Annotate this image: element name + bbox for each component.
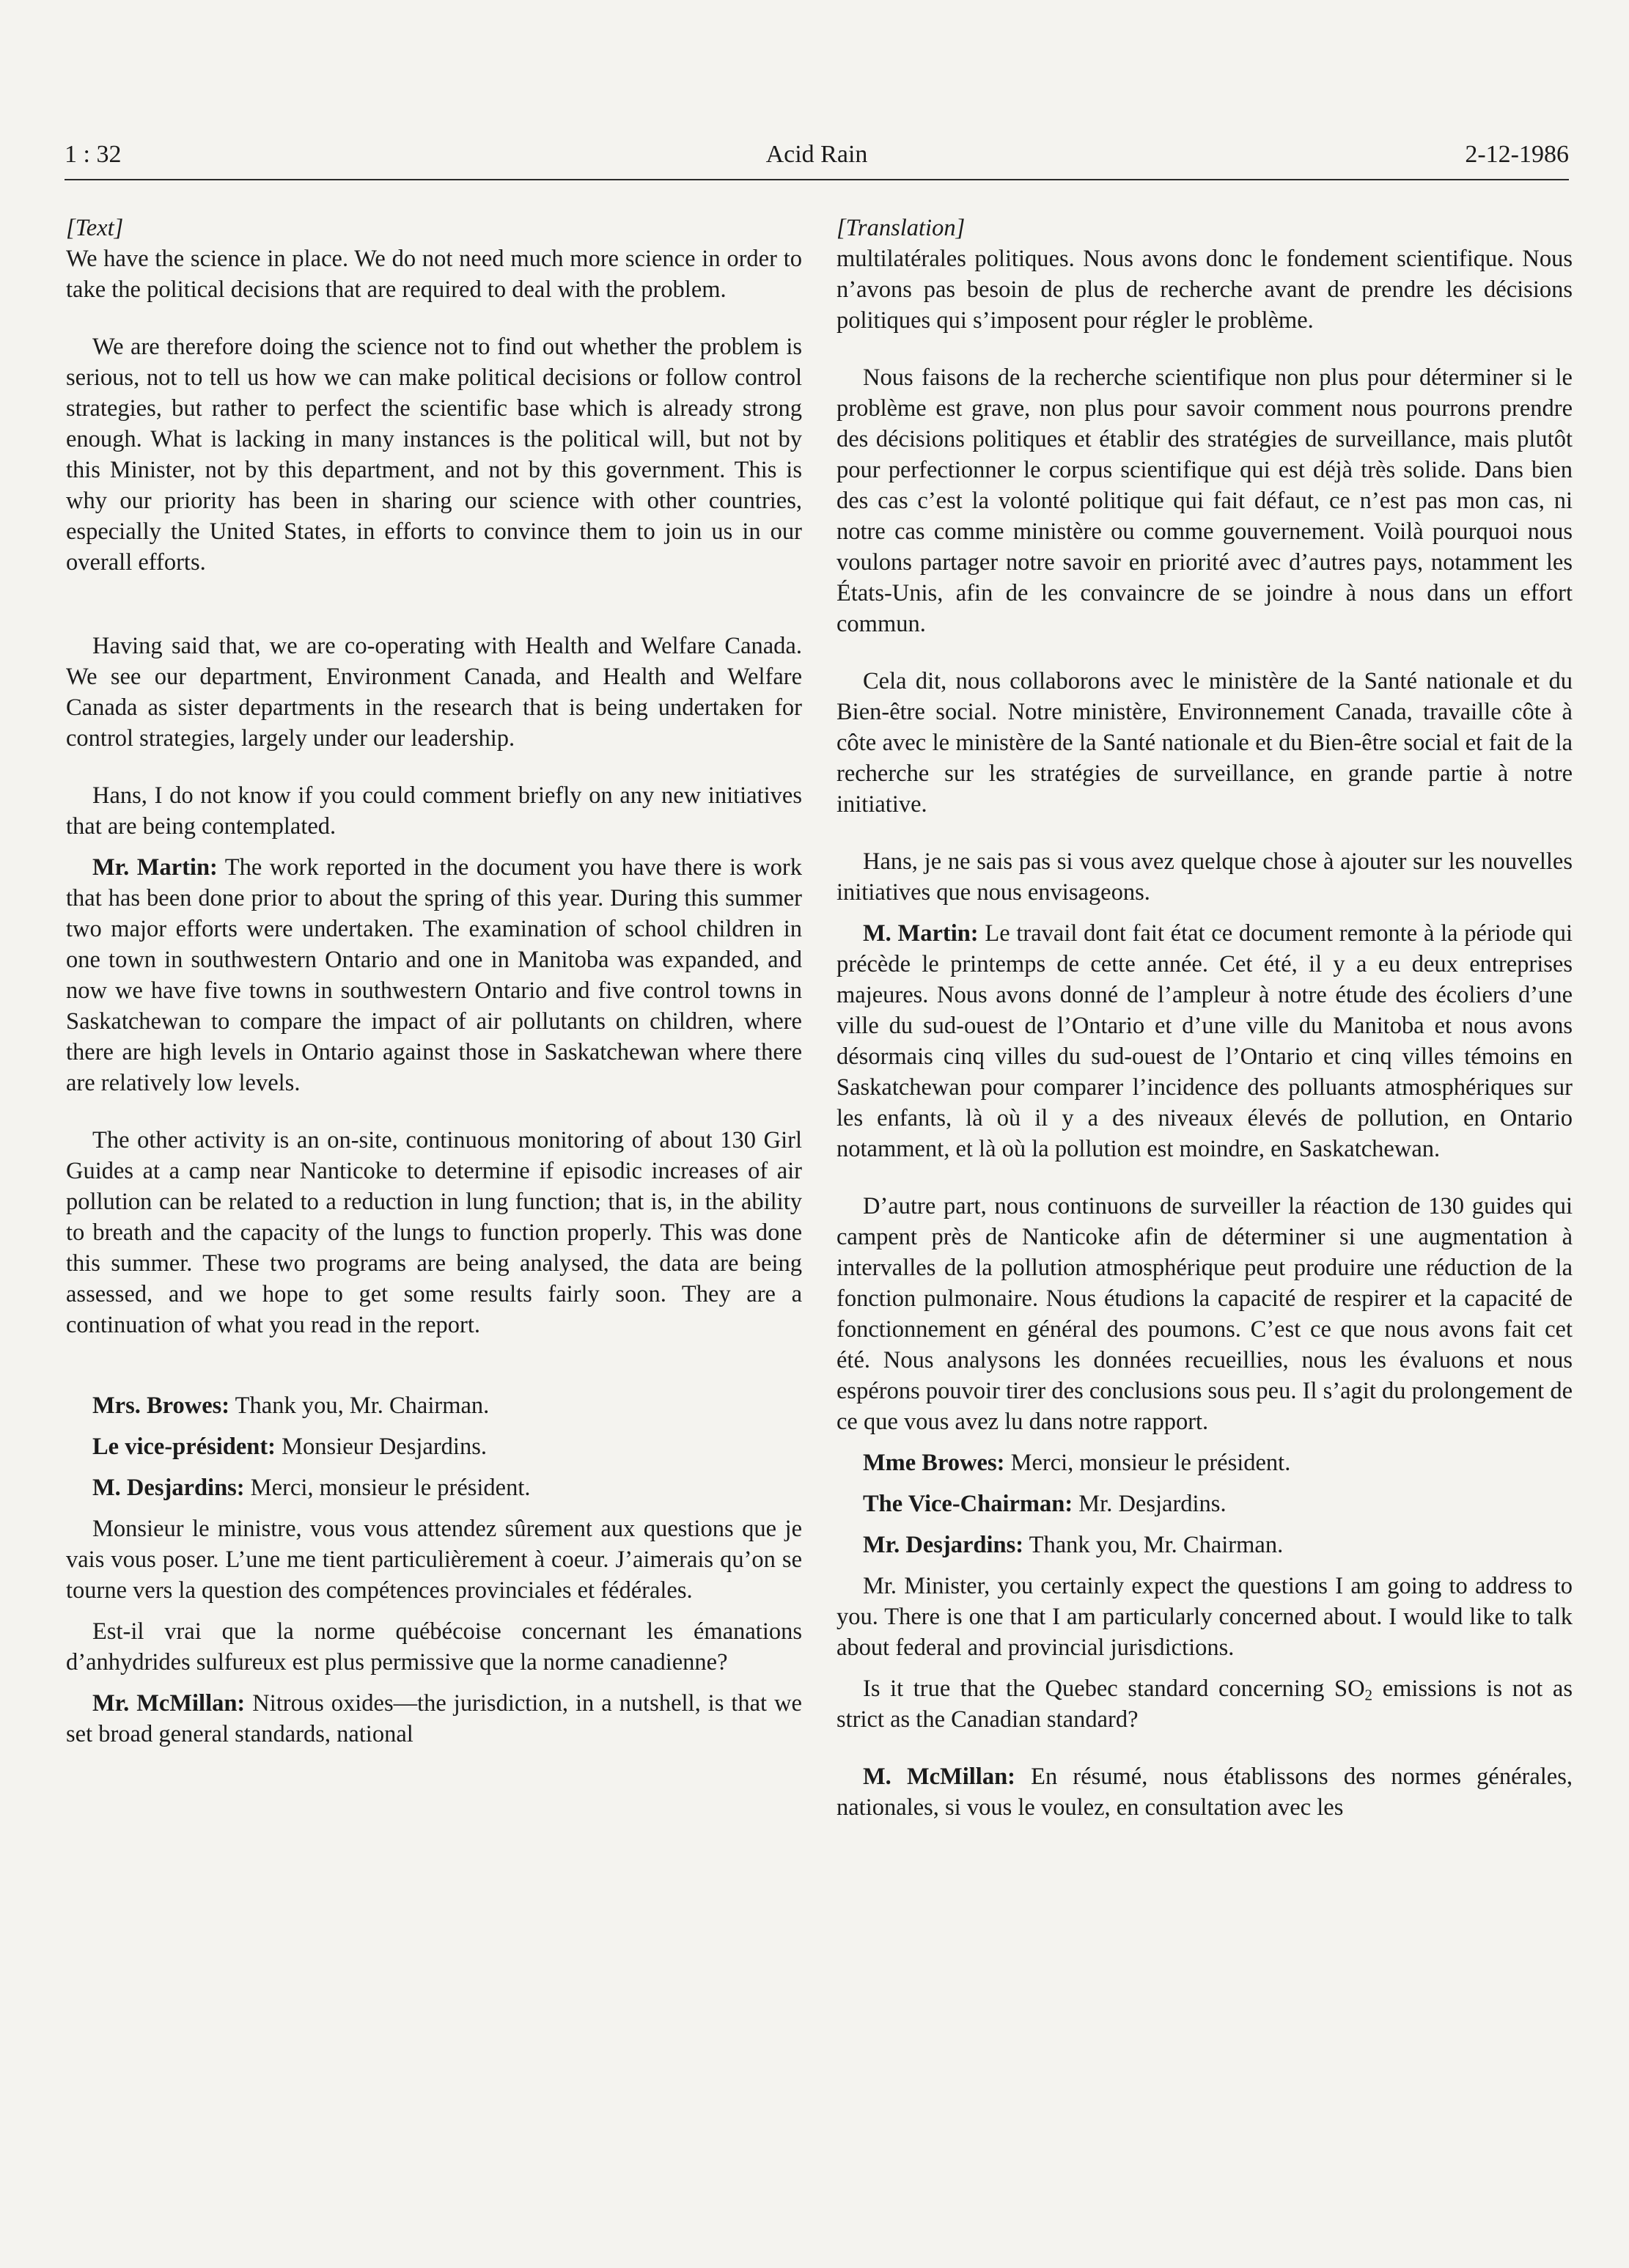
speaker-name: Mme Browes:: [863, 1450, 1005, 1476]
speaker-name: M. Desjardins:: [92, 1475, 245, 1501]
speech-text: Mr. Desjardins.: [1073, 1491, 1227, 1517]
paragraph: We are therefore doing the science not to find out whether the problem is serious, not to tell us how we can make political decisions or follow control strategies, but rather to perfect the scientific base which is already strong enough. What is lacking in many instances is the political will, but not by this Minister, not by this department, and not by this government. This is why our priority has been in sharing our science with other countries, especially the United States, in efforts to convince them to join us in our overall efforts.: [66, 334, 802, 576]
speech-text: Thank you, Mr. Chairman.: [1023, 1532, 1284, 1558]
paragraph: [836, 1447, 1573, 1478]
paragraph: [836, 1489, 1573, 1519]
speaker-name: Mr. Desjardins:: [863, 1532, 1024, 1558]
speech-text: Le travail dont fait état ce document remonte à la période qui précède le printemps de cette année. Cet été, il y a eu deux entreprises majeures. Nous avons donné de l’ampleur à notre étude des écoliers d’une ville du sud-ouest de l’Ontario et d’une ville du Manitoba et nous avons désormais cinq villes du sud-ouest de l’Ontario et cinq villes témoins en Saskatchewan pour comparer l’incidence des polluants atmosphériques sur les enfants, là où il y a des niveaux élevés de pollution, en Ontario notamment, et là où la pollution est moindre, en Saskatchewan.: [836, 920, 1573, 1162]
speech-text: Merci, monsieur le président.: [1004, 1450, 1291, 1476]
paragraph: [66, 1431, 802, 1462]
speaker-name: Le vice-président:: [92, 1434, 276, 1460]
speaker-name: Mr. Martin:: [92, 854, 218, 881]
paragraph: Hans, I do not know if you could comment briefly on any new initiatives that are being contemplated.: [66, 782, 802, 840]
paragraph: Monsieur le ministre, vous vous attendez sûrement aux questions que je vais vous poser. L’une me tient particulièrement à coeur. J’aimerais qu’on se tourne vers la question des compétences provinciales et fédérales.: [66, 1516, 802, 1604]
running-title: Acid Rain: [765, 141, 868, 168]
page-date: 2-12-1986: [1465, 141, 1569, 168]
speaker-name: M. McMillan:: [863, 1764, 1015, 1790]
paragraph: Having said that, we are co-operating with Health and Welfare Canada. We see our department, Environment Canada, and Health and Welfare Canada as sister departments in the research that is being undertaken for control strategies, largely under our leadership.: [66, 633, 802, 752]
french-column: [836, 213, 1573, 1833]
speech-text: The work reported in the document you have there is work that has been done prior to about the spring of this year. During this summer two major efforts were undertaken. The examination of school children in one town in southwestern Ontario and one in Manitoba was expanded, and now we have five towns in southwestern Ontario and five control towns in Saskatchewan to compare the impact of air pollutants on children, where there are high levels in Ontario against those in Saskatchewan where there are relatively low levels.: [66, 854, 802, 1096]
speaker-name: Mr. McMillan:: [92, 1690, 246, 1717]
speaker-name: The Vice-Chairman:: [863, 1491, 1073, 1517]
speaker-name: Mrs. Browes:: [92, 1392, 230, 1419]
paragraph: Nous faisons de la recherche scientifique non plus pour déterminer si le problème est grave, non plus pour savoir comment nous pourrons prendre des décisions politiques et établir des stratégies de surveillance, mais plutôt pour perfectionner le corpus scientifique qui est déjà très solide. Dans bien des cas c’est la volonté politique qui fait défaut, ce n’est pas mon cas, ni notre cas comme ministère ou comme gouvernement. Voilà pourquoi nous voulons partager notre savoir en priorité avec d’autres pays, notamment les États-Unis, afin de les convaincre de se joindre à nous dans un effort commun.: [836, 364, 1573, 637]
speech-text: Monsieur Desjardins.: [276, 1434, 487, 1460]
paragraph: [836, 1673, 1573, 1735]
paragraph: Hans, je ne sais pas si vous avez quelque chose à ajouter sur les nouvelles initiatives que nous envisageons.: [836, 848, 1573, 906]
paragraph: D’autre part, nous continuons de surveiller la réaction de 130 guides qui campent près de Nanticoke afin de déterminer si une augmentation à intervalles de la pollution atmosphérique peut produire une réduction de la fonction pulmonaire. Nous étudions la capacité de respirer et la capacité de fonctionnement en général des poumons. C’est ce que nous avons fait cet été. Nous analysons les données recueillies, nous les évaluons et nous espérons pouvoir tirer des conclusions sous peu. Il s’agit du prolongement de ce que vous avez lu dans notre rapport.: [836, 1193, 1573, 1435]
paragraph: [836, 1530, 1573, 1560]
paragraph: [66, 1390, 802, 1421]
paragraph: [836, 1761, 1573, 1823]
paragraph: Est-il vrai que la norme québécoise concernant les émanations d’anhydrides sulfureux est plus permissive que la norme canadienne?: [66, 1618, 802, 1676]
paragraph: Mr. Minister, you certainly expect the questions I am going to address to you. There is one that I am particularly concerned about. I would like to talk about federal and provincial jurisdictions.: [836, 1573, 1573, 1661]
page-header: [65, 138, 1569, 180]
paragraph: Cela dit, nous collaborons avec le ministère de la Santé nationale et du Bien-être social. Notre ministère, Environnement Canada, travaille côte à côte avec le ministère de la Santé nationale et du Bien-être social et fait de la recherche sur les stratégies de surveillance, en grande partie à notre initiative.: [836, 668, 1573, 818]
paragraph: [66, 1472, 802, 1503]
subscript-two: 2: [1364, 1686, 1373, 1704]
speech-text: En résumé, nous établissons des normes générales, nationales, si vous le voulez, en consultation avec les: [836, 1764, 1573, 1821]
column-label: [Text]: [66, 215, 124, 241]
paragraph: [66, 1688, 802, 1750]
paragraph: [66, 852, 802, 1098]
english-column: [66, 213, 802, 1760]
speech-text: Thank you, Mr. Chairman.: [229, 1392, 490, 1419]
paragraph: We have the science in place. We do not need much more science in order to take the political decisions that are required to deal with the problem.: [66, 246, 802, 303]
speaker-name: M. Martin:: [863, 920, 979, 947]
column-label: [Translation]: [836, 215, 966, 241]
speech-text: Merci, monsieur le président.: [244, 1475, 531, 1501]
paragraph: The other activity is an on-site, continuous monitoring of about 130 Girl Guides at a camp near Nanticoke to determine if episodic increases of air pollution can be related to a reduction in lung function; that is, in the ability to breath and the capacity of the lungs to function properly. This was done this summer. These two programs are being analysed, the data are being assessed, and we hope to get some results fairly soon. They are a continuation of what you read in the report.: [66, 1127, 802, 1338]
question-text-end: emissions is not as strict as the Canadian standard?: [836, 1676, 1573, 1733]
paragraph: [836, 918, 1573, 1164]
speech-text: Nitrous oxides—the jurisdiction, in a nutshell, is that we set broad general standards, national: [66, 1690, 802, 1747]
paragraph: multilatérales politiques. Nous avons donc le fondement scientifique. Nous n’avons pas besoin de plus de recherche avant de prendre les décisions politiques qui s’imposent pour régler le problème.: [836, 246, 1573, 334]
page-number: 1 : 32: [65, 141, 122, 168]
question-text: Is it true that the Quebec standard concerning SO: [863, 1676, 1365, 1702]
